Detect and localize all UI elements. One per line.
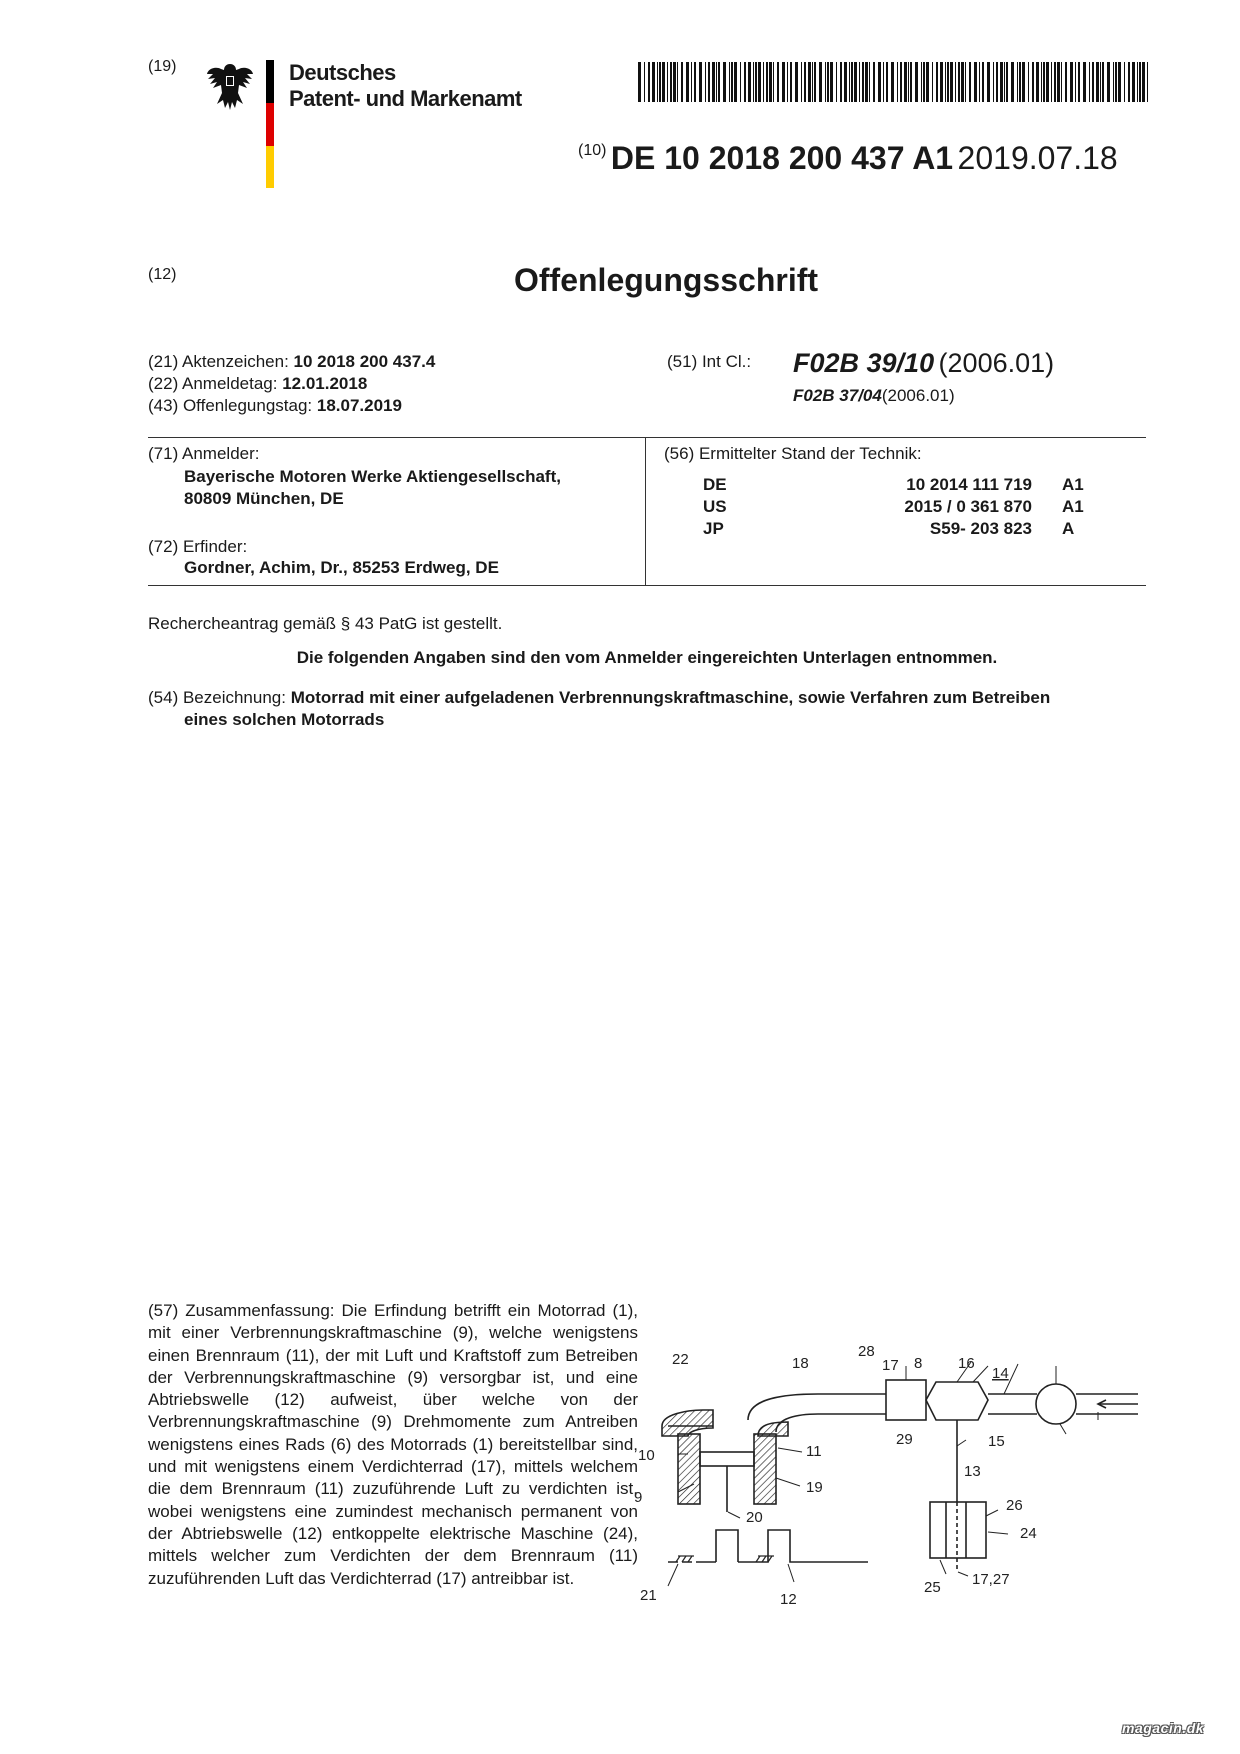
barcode-bar <box>755 62 757 102</box>
barcode-bar <box>1100 62 1101 102</box>
file-number-value: 10 2018 200 437.4 <box>293 352 436 371</box>
barcode-bar <box>947 62 949 102</box>
patent-office-name <box>289 60 522 112</box>
barcode <box>638 62 1150 102</box>
barcode-bar <box>1128 62 1130 102</box>
label-12: 12 <box>780 1591 797 1608</box>
barcode-bar <box>1075 62 1076 102</box>
label-13: 13 <box>964 1463 981 1480</box>
barcode-bar <box>908 62 909 102</box>
barcode-bar <box>1028 62 1029 102</box>
barcode-bar <box>923 62 925 102</box>
barcode-bar <box>844 62 847 102</box>
divider-bottom <box>148 585 1146 586</box>
barcode-bar <box>974 62 977 102</box>
barcode-bar <box>673 62 676 102</box>
label-24: 24 <box>1020 1525 1037 1542</box>
barcode-bar <box>681 62 683 102</box>
barcode-bar <box>1022 62 1025 102</box>
barcode-bar <box>648 62 650 102</box>
label-16: 16 <box>958 1355 975 1372</box>
barcode-bar <box>891 62 894 102</box>
barcode-bar <box>932 62 933 102</box>
barcode-bar <box>705 62 706 102</box>
publication-number-line <box>578 140 1118 177</box>
barcode-bar <box>718 62 720 102</box>
label-9: 9 <box>634 1489 643 1506</box>
barcode-bar <box>869 62 870 102</box>
barcode-bar <box>694 62 696 102</box>
inid-code-10: (10) <box>578 142 607 159</box>
barcode-bar <box>965 62 966 102</box>
barcode-bar <box>936 62 938 102</box>
ipc-secondary-version: (2006.01) <box>881 386 955 405</box>
barcode-bar <box>1139 62 1141 102</box>
barcode-bar <box>748 62 751 102</box>
barcode-bar <box>1051 62 1052 102</box>
barcode-bar <box>1019 62 1021 102</box>
barcode-bar <box>982 62 984 102</box>
barcode-bar <box>940 62 943 102</box>
ipc-primary-version: (2006.01) <box>938 348 1055 378</box>
prior-art-number: S59- 203 823 <box>929 519 1032 538</box>
barcode-bar <box>961 62 964 102</box>
label-29: 29 <box>896 1431 913 1448</box>
barcode-bar <box>812 62 813 102</box>
label-20: 20 <box>746 1509 763 1526</box>
barcode-bar <box>1057 62 1060 102</box>
abstract-text: (57) Zusammenfassung: Die Erfindung betrifft ein Motorrad (1), mit einer Verbrennungskraftmaschine (9), welche wenigstens einen Brennraum (11), der mit Luft und Kraftstoff zum Betreiben der Verbrennungskraftmaschine (9) versorgbar ist, und eine Abtriebswelle (12) aufweist, über welche von der Verbrennungskraftmaschine (9) Drehmomente zum Antreiben wenigstens eines Rads (6) des Motorrads (1) bereitstellbar sind, und mit wenigstens einem Verdichterrad (17), mittels welchem die dem Brennraum (11) zuzuführende Luft zu verdichten ist, wobei wenigstens eine zumindest mechanisch permanent von der Abtriebswelle (12) entkoppelte elektrische Maschine (24), mittels welcher zum Verdichten der dem Brennraum (11) zuzuführenden Luft das Verdichterrad (17) antreibbar ist. <box>148 1301 638 1588</box>
barcode-bar <box>921 62 922 102</box>
barcode-bar <box>996 62 998 102</box>
barcode-bar <box>1096 62 1099 102</box>
ipc-secondary <box>793 386 955 406</box>
prior-art-kind: A <box>1062 519 1075 538</box>
divider-top <box>148 437 1146 438</box>
prior-art-kind: A1 <box>1062 497 1084 516</box>
barcode-bar <box>886 62 888 102</box>
barcode-bar <box>1041 62 1042 102</box>
barcode-bar <box>900 62 902 102</box>
barcode-bar <box>910 62 912 102</box>
label-28: 28 <box>858 1343 875 1360</box>
barcode-bar <box>1078 62 1080 102</box>
barcode-bar <box>1107 62 1110 102</box>
publication-day-label: (43) Offenlegungstag: <box>148 396 313 415</box>
label-8: 8 <box>914 1355 923 1372</box>
barcode-bar <box>758 62 761 102</box>
barcode-bar <box>859 62 860 102</box>
label-21: 21 <box>640 1587 657 1604</box>
label-18: 18 <box>792 1355 809 1372</box>
barcode-bar <box>712 62 715 102</box>
barcode-bar <box>708 62 710 102</box>
designation-title-part1: Motorrad mit einer aufgeladenen Verbrennungskraftmaschine, sowie Verfahren zum Betreiben <box>290 688 1051 707</box>
ipc-label: (51) Int Cl.: <box>667 352 752 371</box>
label-19: 19 <box>806 1479 823 1496</box>
barcode-bar <box>729 62 730 102</box>
barcode-bar <box>1046 62 1049 102</box>
barcode-bar <box>1000 62 1003 102</box>
barcode-bar <box>1065 62 1067 102</box>
barcode-bar <box>958 62 960 102</box>
label-14: 14 <box>992 1365 1009 1382</box>
applicant-notice: Die folgenden Angaben sind den vom Anmelder eingereichten Unterlagen entnommen. <box>296 648 998 667</box>
designation-title-part2: eines solchen Motorrads <box>184 710 385 729</box>
barcode-bar <box>790 62 792 102</box>
barcode-bar <box>878 62 881 102</box>
barcode-bar <box>1142 62 1145 102</box>
barcode-bar <box>801 62 802 102</box>
publication-day-value: 18.07.2019 <box>316 396 402 415</box>
column-divider <box>645 438 646 586</box>
barcode-bar <box>840 62 842 102</box>
barcode-bar <box>766 62 768 102</box>
prior-art-label: (56) Ermittelter Stand der Technik: <box>664 444 922 463</box>
ipc-primary-code: F02B 39/10 <box>793 348 935 378</box>
barcode-bar <box>1017 62 1018 102</box>
file-number-label: (21) Aktenzeichen: <box>148 352 289 371</box>
barcode-bar <box>1043 62 1045 102</box>
filing-date-line <box>148 374 367 394</box>
barcode-bar <box>667 62 668 102</box>
filing-date-label: (22) Anmeldetag: <box>148 374 278 393</box>
prior-art-country: JP <box>703 519 724 538</box>
barcode-bar <box>662 62 665 102</box>
label-11: 11 <box>806 1443 822 1460</box>
barcode-bar <box>915 62 918 102</box>
barcode-bar <box>814 62 816 102</box>
barcode-bar <box>638 62 641 102</box>
designation <box>148 687 1148 731</box>
barcode-bar <box>652 62 655 102</box>
barcode-bar <box>1124 62 1125 102</box>
ipc-secondary-code: F02B 37/04 <box>793 386 882 405</box>
barcode-bar <box>1118 62 1121 102</box>
document-type-title: Offenlegungsschrift <box>514 262 819 298</box>
barcode-bar <box>644 62 645 102</box>
barcode-bar <box>865 62 868 102</box>
barcode-bar <box>1004 62 1005 102</box>
publication-date: 2019.07.18 <box>957 140 1118 176</box>
barcode-bar <box>819 62 822 102</box>
barcode-bar <box>862 62 864 102</box>
ipc-primary <box>793 348 1054 379</box>
patent-drawing <box>634 1343 1146 1612</box>
barcode-bar <box>1032 62 1034 102</box>
barcode-bar <box>979 62 980 102</box>
prior-art-number: 10 2014 111 719 <box>906 475 1032 494</box>
german-flag-bar <box>266 60 274 188</box>
barcode-bar <box>1102 62 1104 102</box>
prior-art-country: DE <box>703 475 727 494</box>
barcode-bar <box>699 62 702 102</box>
label-25: 25 <box>924 1579 941 1596</box>
barcode-bar <box>716 62 717 102</box>
barcode-bar <box>782 62 785 102</box>
barcode-bar <box>787 62 788 102</box>
barcode-bar <box>753 62 754 102</box>
barcode-bar <box>686 62 689 102</box>
barcode-bar <box>1137 62 1138 102</box>
inventor-label: (72) Erfinder: <box>148 537 248 556</box>
barcode-bar <box>854 62 857 102</box>
barcode-bar <box>1132 62 1135 102</box>
barcode-bar <box>883 62 884 102</box>
barcode-bar <box>904 62 907 102</box>
search-request-note: Rechercheantrag gemäß § 43 PatG ist gestellt. <box>148 614 503 633</box>
label-15: 15 <box>988 1433 1005 1450</box>
label-17: 17 <box>882 1357 899 1374</box>
barcode-bar <box>1115 62 1117 102</box>
filing-date-value: 12.01.2018 <box>282 374 368 393</box>
barcode-bar <box>1011 62 1014 102</box>
prior-art-kind: A1 <box>1062 475 1084 494</box>
prior-art-country: US <box>703 497 727 516</box>
barcode-bar <box>769 62 772 102</box>
barcode-bar <box>731 62 733 102</box>
inid-code-12: (12) <box>148 266 177 283</box>
barcode-bar <box>1113 62 1114 102</box>
barcode-bar <box>808 62 811 102</box>
barcode-bar <box>670 62 672 102</box>
barcode-bar <box>836 62 837 102</box>
barcode-bar <box>1006 62 1008 102</box>
barcode-bar <box>677 62 678 102</box>
barcode-bar <box>1061 62 1062 102</box>
barcode-bar <box>827 62 829 102</box>
office-name-line2: Patent- und Markenamt <box>289 86 522 111</box>
barcode-bar <box>740 62 741 102</box>
applicant-line1: Bayerische Motoren Werke Aktiengesellschaft, <box>184 467 561 486</box>
barcode-bar <box>873 62 875 102</box>
barcode-bar <box>1036 62 1039 102</box>
barcode-bar <box>734 62 737 102</box>
barcode-bar <box>1054 62 1056 102</box>
barcode-bar <box>777 62 779 102</box>
barcode-bar <box>744 62 746 102</box>
barcode-bar <box>657 62 658 102</box>
file-number-line <box>148 352 435 372</box>
office-name-line1: Deutsches <box>289 60 396 85</box>
barcode-bar <box>950 62 953 102</box>
barcode-bar <box>851 62 853 102</box>
label-17-27: 17,27 <box>972 1571 1010 1588</box>
applicant-label: (71) Anmelder: <box>148 444 260 463</box>
label-26: 26 <box>1006 1497 1023 1514</box>
applicant-name <box>184 466 561 510</box>
barcode-bar <box>795 62 798 102</box>
designation-label: (54) Bezeichnung: <box>148 688 286 707</box>
prior-art-number: 2015 / 0 361 870 <box>904 497 1032 516</box>
barcode-bar <box>1147 62 1148 102</box>
barcode-bar <box>849 62 850 102</box>
label-10: 10 <box>638 1447 655 1464</box>
watermark: magacin.dk <box>1122 1720 1205 1736</box>
publication-number: DE 10 2018 200 437 A1 <box>610 140 954 176</box>
publication-day-line <box>148 396 402 416</box>
inventor-name: Gordner, Achim, Dr., 85253 Erdweg, DE <box>184 558 499 577</box>
barcode-bar <box>825 62 826 102</box>
barcode-bar <box>897 62 898 102</box>
label-22: 22 <box>672 1351 689 1368</box>
barcode-bar <box>804 62 806 102</box>
barcode-bar <box>945 62 946 102</box>
barcode-bar <box>763 62 764 102</box>
inid-code-19: (19) <box>148 58 177 75</box>
barcode-bar <box>659 62 661 102</box>
federal-eagle-icon <box>205 60 255 112</box>
applicant-line2: 80809 München, DE <box>184 489 344 508</box>
barcode-bar <box>830 62 833 102</box>
barcode-bar <box>1070 62 1073 102</box>
barcode-bar <box>926 62 929 102</box>
barcode-bar <box>955 62 956 102</box>
barcode-bar <box>723 62 726 102</box>
barcode-bar <box>691 62 692 102</box>
barcode-bar <box>987 62 990 102</box>
barcode-bar <box>1083 62 1086 102</box>
barcode-bar <box>993 62 994 102</box>
barcode-bar <box>1092 62 1094 102</box>
barcode-bar <box>969 62 971 102</box>
barcode-bar <box>773 62 774 102</box>
barcode-bar <box>1089 62 1090 102</box>
